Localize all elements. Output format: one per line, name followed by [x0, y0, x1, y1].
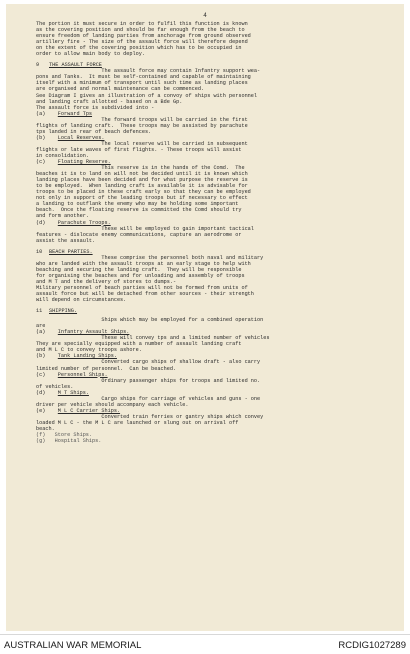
section-11 [36, 308, 386, 444]
text-line: pons and Tanks. It must be self-contained and capable of maintaining [36, 74, 251, 81]
section-title: THE ASSAULT FORCE [49, 62, 102, 69]
text-line: They are specially equipped with a number of assault landing craft [36, 341, 242, 348]
subsection-title: Tank Landing Ships. [57, 353, 117, 360]
archive-name: AUSTRALIAN WAR MEMORIAL [4, 640, 142, 651]
text-line: See Diagram I gives an illustration of a convoy of ships with personnel [36, 92, 258, 99]
text-line: in consolidation. [36, 152, 89, 159]
text-line: limited number of personnel. Can be beached. [36, 365, 177, 372]
text-line: loaded M L C - the M L C are launched or slung out on arrival off [36, 419, 239, 426]
list-item-store-ships: (f) Store Ships. [36, 432, 93, 439]
subsection-label: (c) [36, 371, 46, 378]
text-line: of vehicles. [36, 383, 74, 390]
subsection-label: (a) [36, 329, 46, 336]
subsection-label: (b) [36, 134, 46, 141]
text-line: and M L C to convey troops ashore. [36, 347, 142, 354]
text-line: The forward troops will be carried in the first [36, 116, 248, 123]
section-number: 9 [36, 62, 40, 69]
text-line: are organised and normal maintenance can be commenced. [36, 86, 205, 93]
subsection-label: (e) [36, 407, 46, 414]
list-item-hospital-ships: (g) Hospital Ships. [36, 438, 102, 445]
text-line: These will convey tps and a limited number of vehicles [36, 335, 270, 342]
text-line: who are landed with the assault troops at an early stage to help with [36, 260, 251, 267]
record-id: RCDIG1027289 [338, 640, 406, 651]
subsection-label: (a) [36, 110, 46, 117]
subsection-title: M T Ships. [57, 389, 89, 396]
subsection-label: (b) [36, 353, 46, 360]
text-line: Converted cargo ships of shallow draft - also carry [36, 359, 261, 366]
text-line: Converted train ferries or gantry ships which convey [36, 413, 264, 420]
text-line: flights of landing craft. These troops may be assisted by parachute [36, 122, 248, 129]
text-line: features - dislocate enemy communications, capture an aerodrome or [36, 231, 242, 238]
section-10 [36, 249, 386, 303]
text-line: will depend on circumstances. [36, 297, 127, 304]
text-line: not only in support of the leading troops but if necessary to effect [36, 195, 248, 202]
text-line: as the covering position and should be far enough from the beach to [36, 27, 245, 34]
archive-footer [0, 634, 410, 654]
text-line: and landing craft allotted - based on a Bde Gp. [36, 98, 183, 105]
text-line: Ships which may be employed for a combined operation [36, 317, 264, 324]
subsection-title: Floating Reserve. [57, 159, 111, 166]
text-line: tps landed in rear of beach defences. [36, 128, 152, 135]
text-line: and M T and the delivery of stores to dumps.- [36, 278, 177, 285]
text-line: beaches it is to land on will not be decided until it is known which [36, 171, 248, 178]
text-line: This reserve is in the hands of the Comd. The [36, 165, 245, 172]
text-line: to be employed. When landing craft is available it is advisable for [36, 183, 248, 190]
text-line: beach. [36, 426, 55, 432]
text-line: Military personnel of beach parties will not be formed from units of [36, 284, 248, 291]
text-line: on the extent of the covering position which has to be occupied in [36, 45, 242, 52]
text-line: flights or late waves of first flights. - These troops will assist [36, 146, 242, 153]
intro-paragraph [36, 21, 386, 57]
subsection-title: Local Reserves. [57, 134, 105, 141]
text-line: landing places have been decided and for what purpose the reserve is [36, 177, 248, 184]
text-line: beaching and securing the landing craft. They will be responsible [36, 266, 242, 273]
text-line: and form another. [36, 213, 89, 220]
text-line: itself with a minimum of transport until such time as landing places [36, 80, 248, 87]
text-line: The assault force may contain Infantry support wea- [36, 68, 261, 75]
subsection-label: (d) [36, 219, 46, 226]
text-line: for organising the beaches and for unloading and assembly of troops [36, 272, 245, 279]
text-line: beach. Once the floating reserve is committed the Comd should try [36, 207, 242, 214]
text-line: The portion it must secure in order to fulfil this function is known [36, 21, 248, 27]
section-title: BEACH PARTIES. [49, 248, 93, 255]
subsection-title: Personnel Ships. [57, 371, 108, 378]
text-line: troops to be placed in these craft early so that they can be employed [36, 189, 251, 196]
subsection-title: Infantry Assault Ships. [57, 329, 130, 336]
section-number: 11 [36, 308, 43, 315]
text-line: The local reserve will be carried in subsequent [36, 140, 248, 147]
text-line: These comprise the personnel both naval and military [36, 254, 264, 261]
text-line: ensure freedom of landing parties from anchorage from ground observed [36, 33, 251, 40]
document-page [6, 4, 404, 631]
text-line: a landing to outflank the enemy who may be holding some important [36, 201, 239, 208]
subsection-title: M L C Carrier Ships. [57, 407, 121, 414]
subsection-label: (c) [36, 159, 46, 166]
text-line: These will be employed to gain important tactical [36, 225, 254, 232]
text-line: driver per vehicle should accompany each vehicle. [36, 401, 189, 408]
text-line: The assault force is subdivided into - [36, 104, 155, 111]
document-body [36, 21, 386, 444]
section-title: SHIPPING. [49, 308, 78, 315]
text-line: Ordinary passenger ships for troops and limited no. [36, 377, 261, 384]
page-number: 4 [203, 12, 207, 19]
text-line: are [36, 323, 46, 330]
text-line: assault force but will be detached from other sources - their strength [36, 291, 254, 298]
text-line: assist the assault. [36, 237, 96, 244]
text-line: Cargo ships for carriage of vehicles and guns - one [36, 395, 261, 402]
text-line: artillery fire - The size of the assault force will therefore depend [36, 39, 248, 46]
subsection-label: (d) [36, 389, 46, 396]
section-number: 10 [36, 248, 43, 255]
subsection-title: Forward Tps [57, 110, 93, 117]
section-9 [36, 62, 386, 243]
subsection-title: Parachute Troops. [57, 219, 111, 226]
text-line: order to allow main body to deploy. [36, 51, 145, 58]
